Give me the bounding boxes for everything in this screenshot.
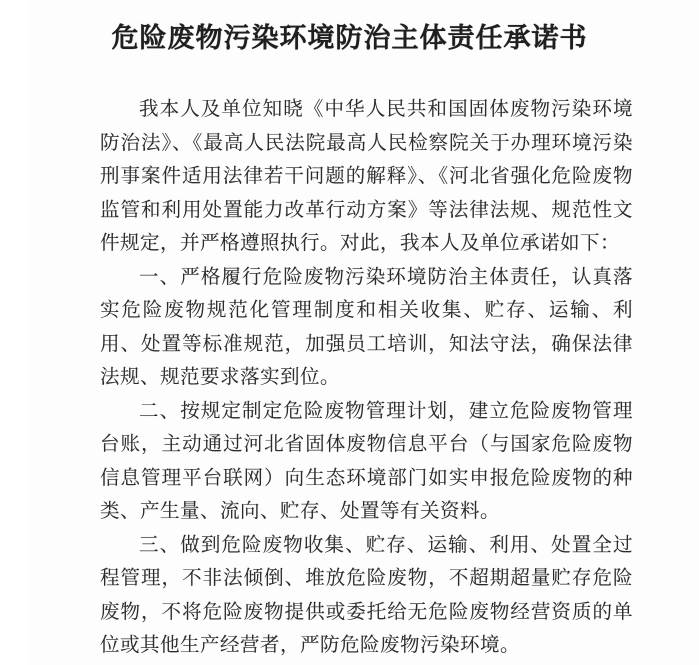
paragraph-item-2: 二、按规定制定危险废物管理计划，建立危险废物管理台账，主动通过河北省固体废物信息平台（与国家危险废物信息管理平台联网）向生态环境部门如实申报危险废物的种类、产生量、流向、贮存、处置等有关资料。: [100, 400, 633, 522]
document-body: [0, 93, 699, 663]
paragraph-item-3: 三、做到危险废物收集、贮存、运输、利用、处置全过程管理，不非法倾倒、堆放危险废物，不超期超量贮存危险废物，不将危险废物提供或委托给无危险废物经营资质的单位或其他生产经营者，严防危险废物污染环境。: [100, 534, 633, 656]
paragraph-intro: 我本人及单位知晓《中华人民共和国固体废物污染环境防治法》、《最高人民法院最高人民检察院关于办理环境污染刑事案件适用法律若干问题的解释》、《河北省强化危险废物监管和利用处置能力改革行动方案》等法律法规、规范性文件规定，并严格遵照执行。对此，我本人及单位承诺如下：: [100, 99, 633, 254]
paragraph-item-1: 一、严格履行危险废物污染环境防治主体责任，认真落实危险废物规范化管理制度和相关收集、贮存、运输、利用、处置等标准规范，加强员工培训，知法守法，确保法律法规、规范要求落实到位。: [100, 266, 633, 388]
document-title: 危险废物污染环境防治主体责任承诺书: [111, 23, 588, 53]
